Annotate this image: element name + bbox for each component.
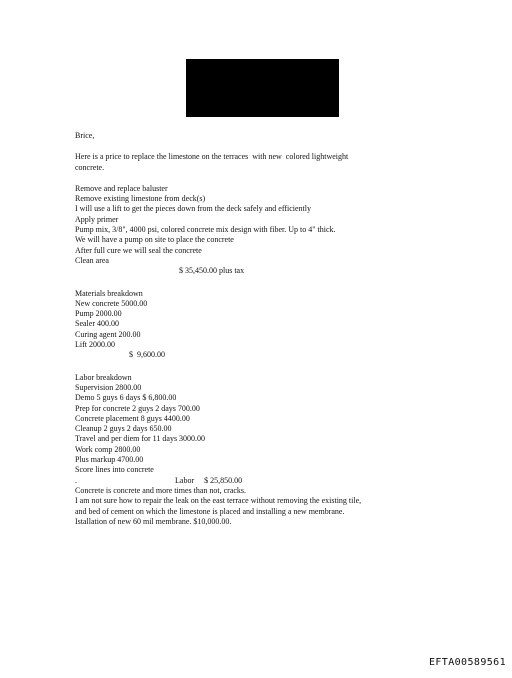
redaction-block [186, 59, 339, 117]
letter-body [75, 131, 475, 527]
materials-item: New concrete 5000.00 [75, 298, 148, 308]
intro-line: Here is a price to replace the limestone on the terraces with new colored lightweight [75, 152, 349, 162]
closing-line: I am not sure how to repair the leak on the east terrace without removing the existing tile, [75, 496, 362, 506]
scope-item: After full cure we will seal the concrete [75, 245, 202, 255]
labor-item: Demo 5 guys 6 days $ 6,800.00 [75, 393, 177, 403]
materials-heading: Materials breakdown [75, 288, 143, 298]
intro-line: concrete. [75, 162, 105, 172]
greeting: Brice, [75, 131, 95, 140]
materials-item: Sealer 400.00 [75, 319, 119, 329]
scope-item: Clean area [75, 255, 109, 265]
labor-item: Concrete placement 8 guys 4400.00 [75, 413, 190, 423]
labor-item: Work comp 2800.00 [75, 444, 141, 454]
labor-subtotal-label: Labor [175, 475, 195, 485]
labor-heading: Labor breakdown [75, 372, 132, 382]
scope-item: Pump mix, 3/8", 4000 psi, colored concrete mix design with fiber. Up to 4" thick. [75, 225, 336, 235]
labor-item: Supervision 2800.00 [75, 382, 142, 392]
labor-item: Travel and per diem for 11 days 3000.00 [75, 434, 206, 444]
scope-item: Apply primer [75, 214, 119, 224]
closing-line: and bed of cement on which the limestone is placed and installing a new membrane. [75, 506, 345, 516]
total-price: $ 35,450.00 plus tax [179, 266, 245, 276]
closing-line: Concrete is concrete and more times than not, cracks. [75, 485, 247, 495]
materials-item: Lift 2000.00 [75, 340, 115, 350]
labor-subtotal-value: $ 25,850.00 [204, 475, 243, 485]
materials-item: Pump 2000.00 [75, 309, 122, 319]
labor-item: Plus markup 4700.00 [75, 455, 144, 465]
list-marker: . [75, 475, 77, 485]
scope-item: Remove existing limestone from deck(s) [75, 194, 206, 204]
labor-item: Score lines into concrete [75, 465, 154, 475]
labor-subtotal-row [75, 476, 475, 486]
labor-item: Cleanup 2 guys 2 days 650.00 [75, 424, 172, 434]
scope-item: We will have a pump on site to place the concrete [75, 235, 234, 245]
materials-item: Curing agent 200.00 [75, 329, 141, 339]
closing-line: Istallation of new 60 mil membrane. $10,000.00. [75, 516, 232, 526]
document-id: EFTA00589561 [428, 657, 506, 668]
materials-subtotal: $ 9,600.00 [129, 350, 165, 360]
labor-item: Prep for concrete 2 guys 2 days 700.00 [75, 403, 200, 413]
scope-item: Remove and replace baluster [75, 183, 168, 193]
scope-item: I will use a lift to get the pieces down from the deck safely and efficiently [75, 204, 311, 214]
